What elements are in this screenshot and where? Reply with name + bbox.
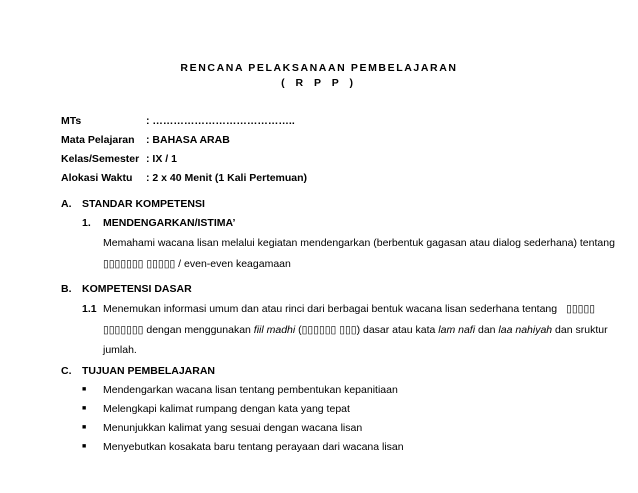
section-b-title: KOMPETENSI DASAR — [82, 283, 192, 295]
objective-item: Mendengarkan wacana lisan tentang pembentukan kepanitiaan — [103, 384, 398, 396]
section-b-line-2-text-d: dan sruktur — [552, 324, 608, 336]
section-b-item-number: 1.1 — [82, 303, 97, 315]
arabic-text-placeholder: ▯▯▯▯▯ — [566, 303, 595, 315]
section-b-line-2-text-c: dan — [475, 324, 499, 336]
arabic-text-placeholder: ▯▯▯▯▯▯▯ ▯▯▯▯▯ — [103, 258, 176, 270]
bullet-icon: ■ — [82, 386, 87, 393]
identity-value-time: : 2 x 40 Menit (1 Kali Pertemuan) — [146, 172, 308, 184]
document-title: RENCANA PELAKSANAAN PEMBELAJARAN — [180, 62, 458, 74]
section-c-title: TUJUAN PEMBELAJARAN — [82, 365, 216, 377]
bullet-icon: ■ — [82, 405, 87, 412]
section-a-letter: A. — [61, 198, 72, 210]
identity-value-class: : IX / 1 — [146, 153, 177, 165]
section-b-line-2 — [103, 324, 608, 336]
section-b-line-1 — [103, 303, 595, 315]
identity-label-subject: Mata Pelajaran — [61, 134, 135, 146]
section-a-line-1: Memahami wacana lisan melalui kegiatan mendengarkan (berbentuk gagasan atau dialog sederhana) tentang — [103, 237, 615, 249]
section-c-letter: C. — [61, 365, 72, 377]
identity-label-time: Alokasi Waktu — [61, 172, 133, 184]
section-b-line-3: jumlah. — [103, 344, 137, 356]
section-b-line-1-text: Menemukan informasi umum dan atau rinci dari berbagai bentuk wacana lisan sederhana tentang — [103, 303, 558, 315]
section-b-line-2-text-a: dengan menggunakan — [143, 324, 254, 336]
section-a-item-number: 1. — [82, 217, 91, 229]
arabic-text-placeholder: ▯▯▯▯▯▯ ▯▯▯ — [301, 324, 357, 336]
section-b-letter: B. — [61, 283, 72, 295]
section-a-line-2 — [103, 258, 291, 270]
section-a-item-title: MENDENGARKAN/ISTIMA’ — [103, 217, 236, 229]
term-lam-nafi: lam nafi — [438, 324, 476, 336]
identity-value-subject: : BAHASA ARAB — [146, 134, 230, 146]
identity-label-mts: MTs — [61, 115, 82, 127]
objective-item: Menunjukkan kalimat yang sesuai dengan wacana lisan — [103, 422, 363, 434]
identity-label-class: Kelas/Semester — [61, 153, 140, 165]
section-b-line-2-text-b: ) dasar atau kata — [356, 324, 439, 336]
bullet-icon: ■ — [82, 443, 87, 450]
identity-value-mts: : ………………………………….. — [146, 115, 295, 127]
term-fiil-madhi: fiil madhi — [253, 324, 296, 336]
section-a-line-2-rest: / even-even keagamaan — [175, 258, 291, 270]
arabic-text-placeholder: ▯▯▯▯▯▯▯ — [103, 324, 144, 336]
objective-item: Menyebutkan kosakata baru tentang perayaan dari wacana lisan — [103, 441, 404, 453]
section-a-title: STANDAR KOMPETENSI — [82, 198, 205, 210]
paren-open: ( — [295, 324, 302, 336]
document-subtitle: ( R P P ) — [281, 77, 357, 89]
bullet-icon: ■ — [82, 424, 87, 431]
objective-item: Melengkapi kalimat rumpang dengan kata yang tepat — [103, 403, 350, 415]
term-laa-nahiyah: laa nahiyah — [498, 324, 553, 336]
